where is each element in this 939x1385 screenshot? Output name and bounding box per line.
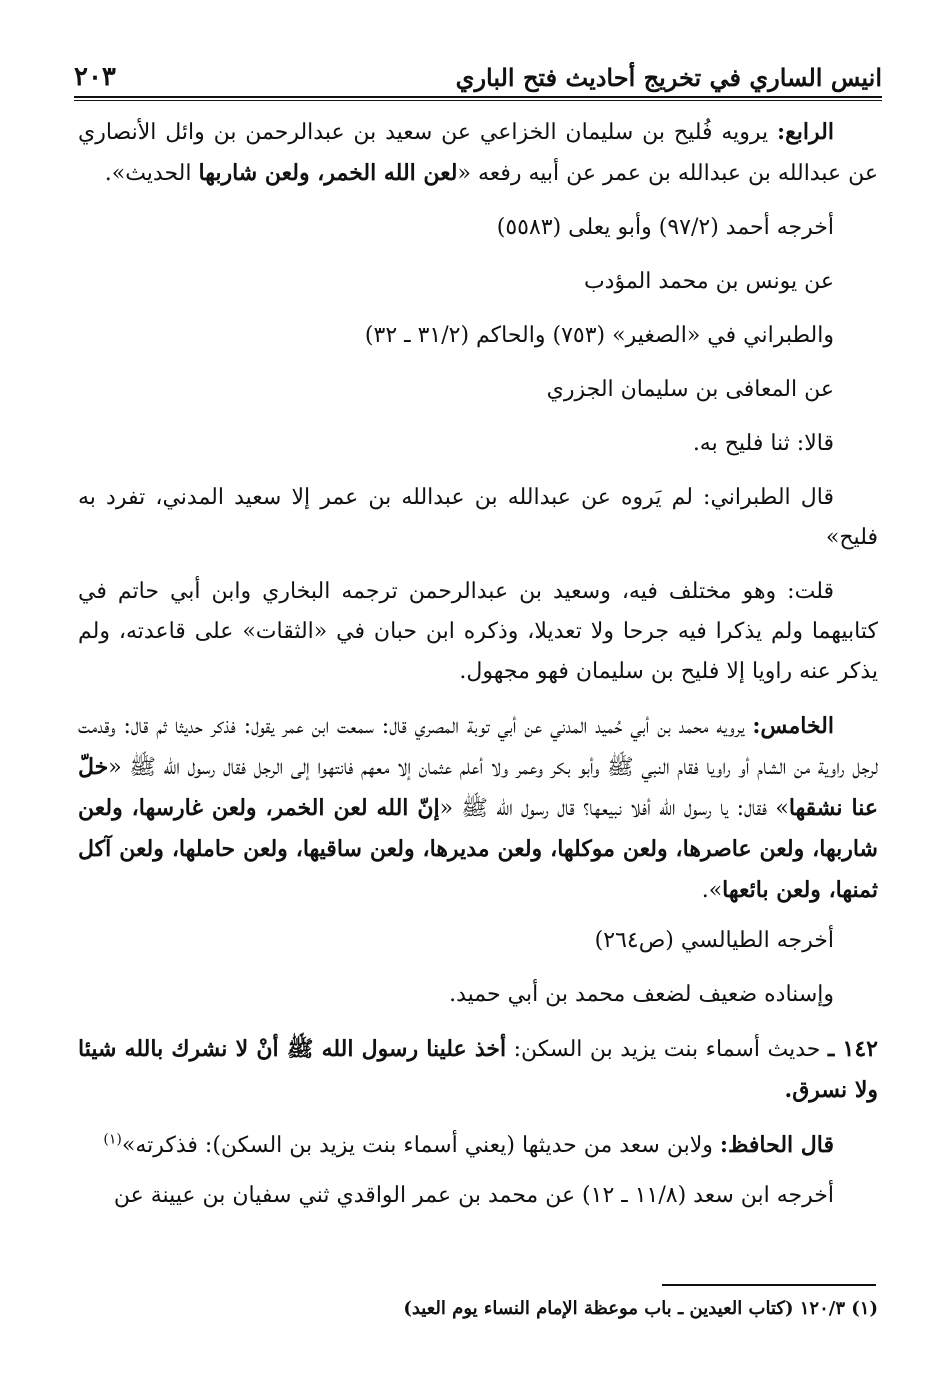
- paragraph-text: حديث أسماء بنت يزيد بن السكن:: [506, 1037, 828, 1062]
- paragraph: وإسناده ضعيف لضعف محمد بن أبي حميد.: [449, 982, 834, 1007]
- header-rule: [74, 96, 882, 98]
- section-label: الرابع:: [776, 119, 834, 145]
- paragraph-fourth-narration: [78, 112, 878, 194]
- page-number: ٢٠٣: [74, 62, 116, 92]
- paragraph-text: » فقال: يا رسول الله أفلا نبيعها؟ قال رسول الله ﷺ «: [439, 796, 789, 821]
- paragraph: والطبراني في «الصغير» (٧٥٣) والحاكم (٣١/٢ ـ ٣٢): [364, 323, 834, 348]
- header-rule-thin: [74, 100, 882, 101]
- paragraph-fifth-narration: [78, 706, 878, 911]
- page-header: [74, 52, 882, 92]
- section-label: قال الحافظ:: [719, 1132, 834, 1158]
- footnote-marker: (١): [103, 1131, 122, 1148]
- paragraph-text: الحديث».: [104, 161, 199, 186]
- hadith-text: أخذ علينا رسول الله ﷺ أنْ لا نشرك بالله شيئا ولا نسرق.: [78, 1036, 878, 1103]
- paragraph-text: يرويه محمد بن أبي حُميد المدني عن أبي توبة المصري قال: سمعت ابن عمر يقول: فذكر حديثا ثم قال: وقدمت لرجل راوية من الشام أو راويا فقام النبي ﷺ وأبو بكر وعمر ولا أعلم عثمان إلا معهم فانتهوا إلى الرجل فقال رسول الله ﷺ «: [78, 714, 878, 780]
- section-label: الخامس:: [752, 713, 834, 739]
- paragraph-text: ولابن سعد من حديثها (يعني أسماء بنت يزيد بن السكن): فذكرته»: [121, 1133, 720, 1158]
- paragraph: أخرجه ابن سعد (١١/٨ ـ ١٢) عن محمد بن عمر الواقدي ثني سفيان بن عيينة عن: [113, 1183, 834, 1208]
- main-text: [78, 112, 878, 1230]
- hadith-text: خلّ عنا نشقها: [78, 754, 878, 821]
- paragraph: قالا: ثنا فليح به.: [692, 431, 834, 456]
- hadith-number: ١٤٢ ـ: [827, 1036, 878, 1062]
- paragraph-text: يرويه فُليح بن سليمان الخزاعي عن سعيد بن عبدالرحمن بن وائل الأنصاري عن عبدالله بن عبدالله بن عمر عن أبيه رفعه «: [78, 120, 878, 186]
- paragraph: عن المعافى بن سليمان الجزري: [546, 377, 834, 402]
- footnote: (١) ١٢٠/٣ (كتاب العيدين ـ باب موعظة الإمام النساء يوم العيد): [403, 1298, 878, 1319]
- hadith-text: إنّ الله لعن الخمر، ولعن غارسها، ولعن شاربها، ولعن عاصرها، ولعن موكلها، ولعن مديرها، ولعن ساقيها، ولعن حاملها، ولعن آكل ثمنها، ولعن بائعها: [78, 795, 878, 903]
- paragraph: أخرجه أحمد (٩٧/٢) وأبو يعلى (٥٥٨٣): [496, 215, 834, 240]
- footnote-rule: [662, 1284, 876, 1286]
- paragraph: قال الطبراني: لم يَروه عن عبدالله بن عبدالله بن عمر إلا سعيد المدني، تفرد به فليح»: [78, 485, 878, 550]
- paragraph-text: ».: [701, 878, 723, 903]
- paragraph-hafiz-quote: [78, 1125, 878, 1166]
- paragraph: قلت: وهو مختلف فيه، وسعيد بن عبدالرحمن ترجمه البخاري وابن أبي حاتم في كتابيهما ولم يذكرا فيه جرحا ولا تعديلا، وذكره ابن حبان في «الثقات» على قاعدته، ولم يذكر عنه راويا إلا فليح بن سليمان فهو مجهول.: [78, 579, 878, 684]
- hadith-entry-142: [78, 1029, 878, 1111]
- hadith-text: لعن الله الخمر، ولعن شاربها: [198, 160, 458, 186]
- running-title: انيس الساري في تخريج أحاديث فتح الباري: [455, 63, 882, 92]
- paragraph: عن يونس بن محمد المؤدب: [583, 269, 834, 294]
- paragraph: أخرجه الطيالسي (ص٢٦٤): [594, 928, 834, 953]
